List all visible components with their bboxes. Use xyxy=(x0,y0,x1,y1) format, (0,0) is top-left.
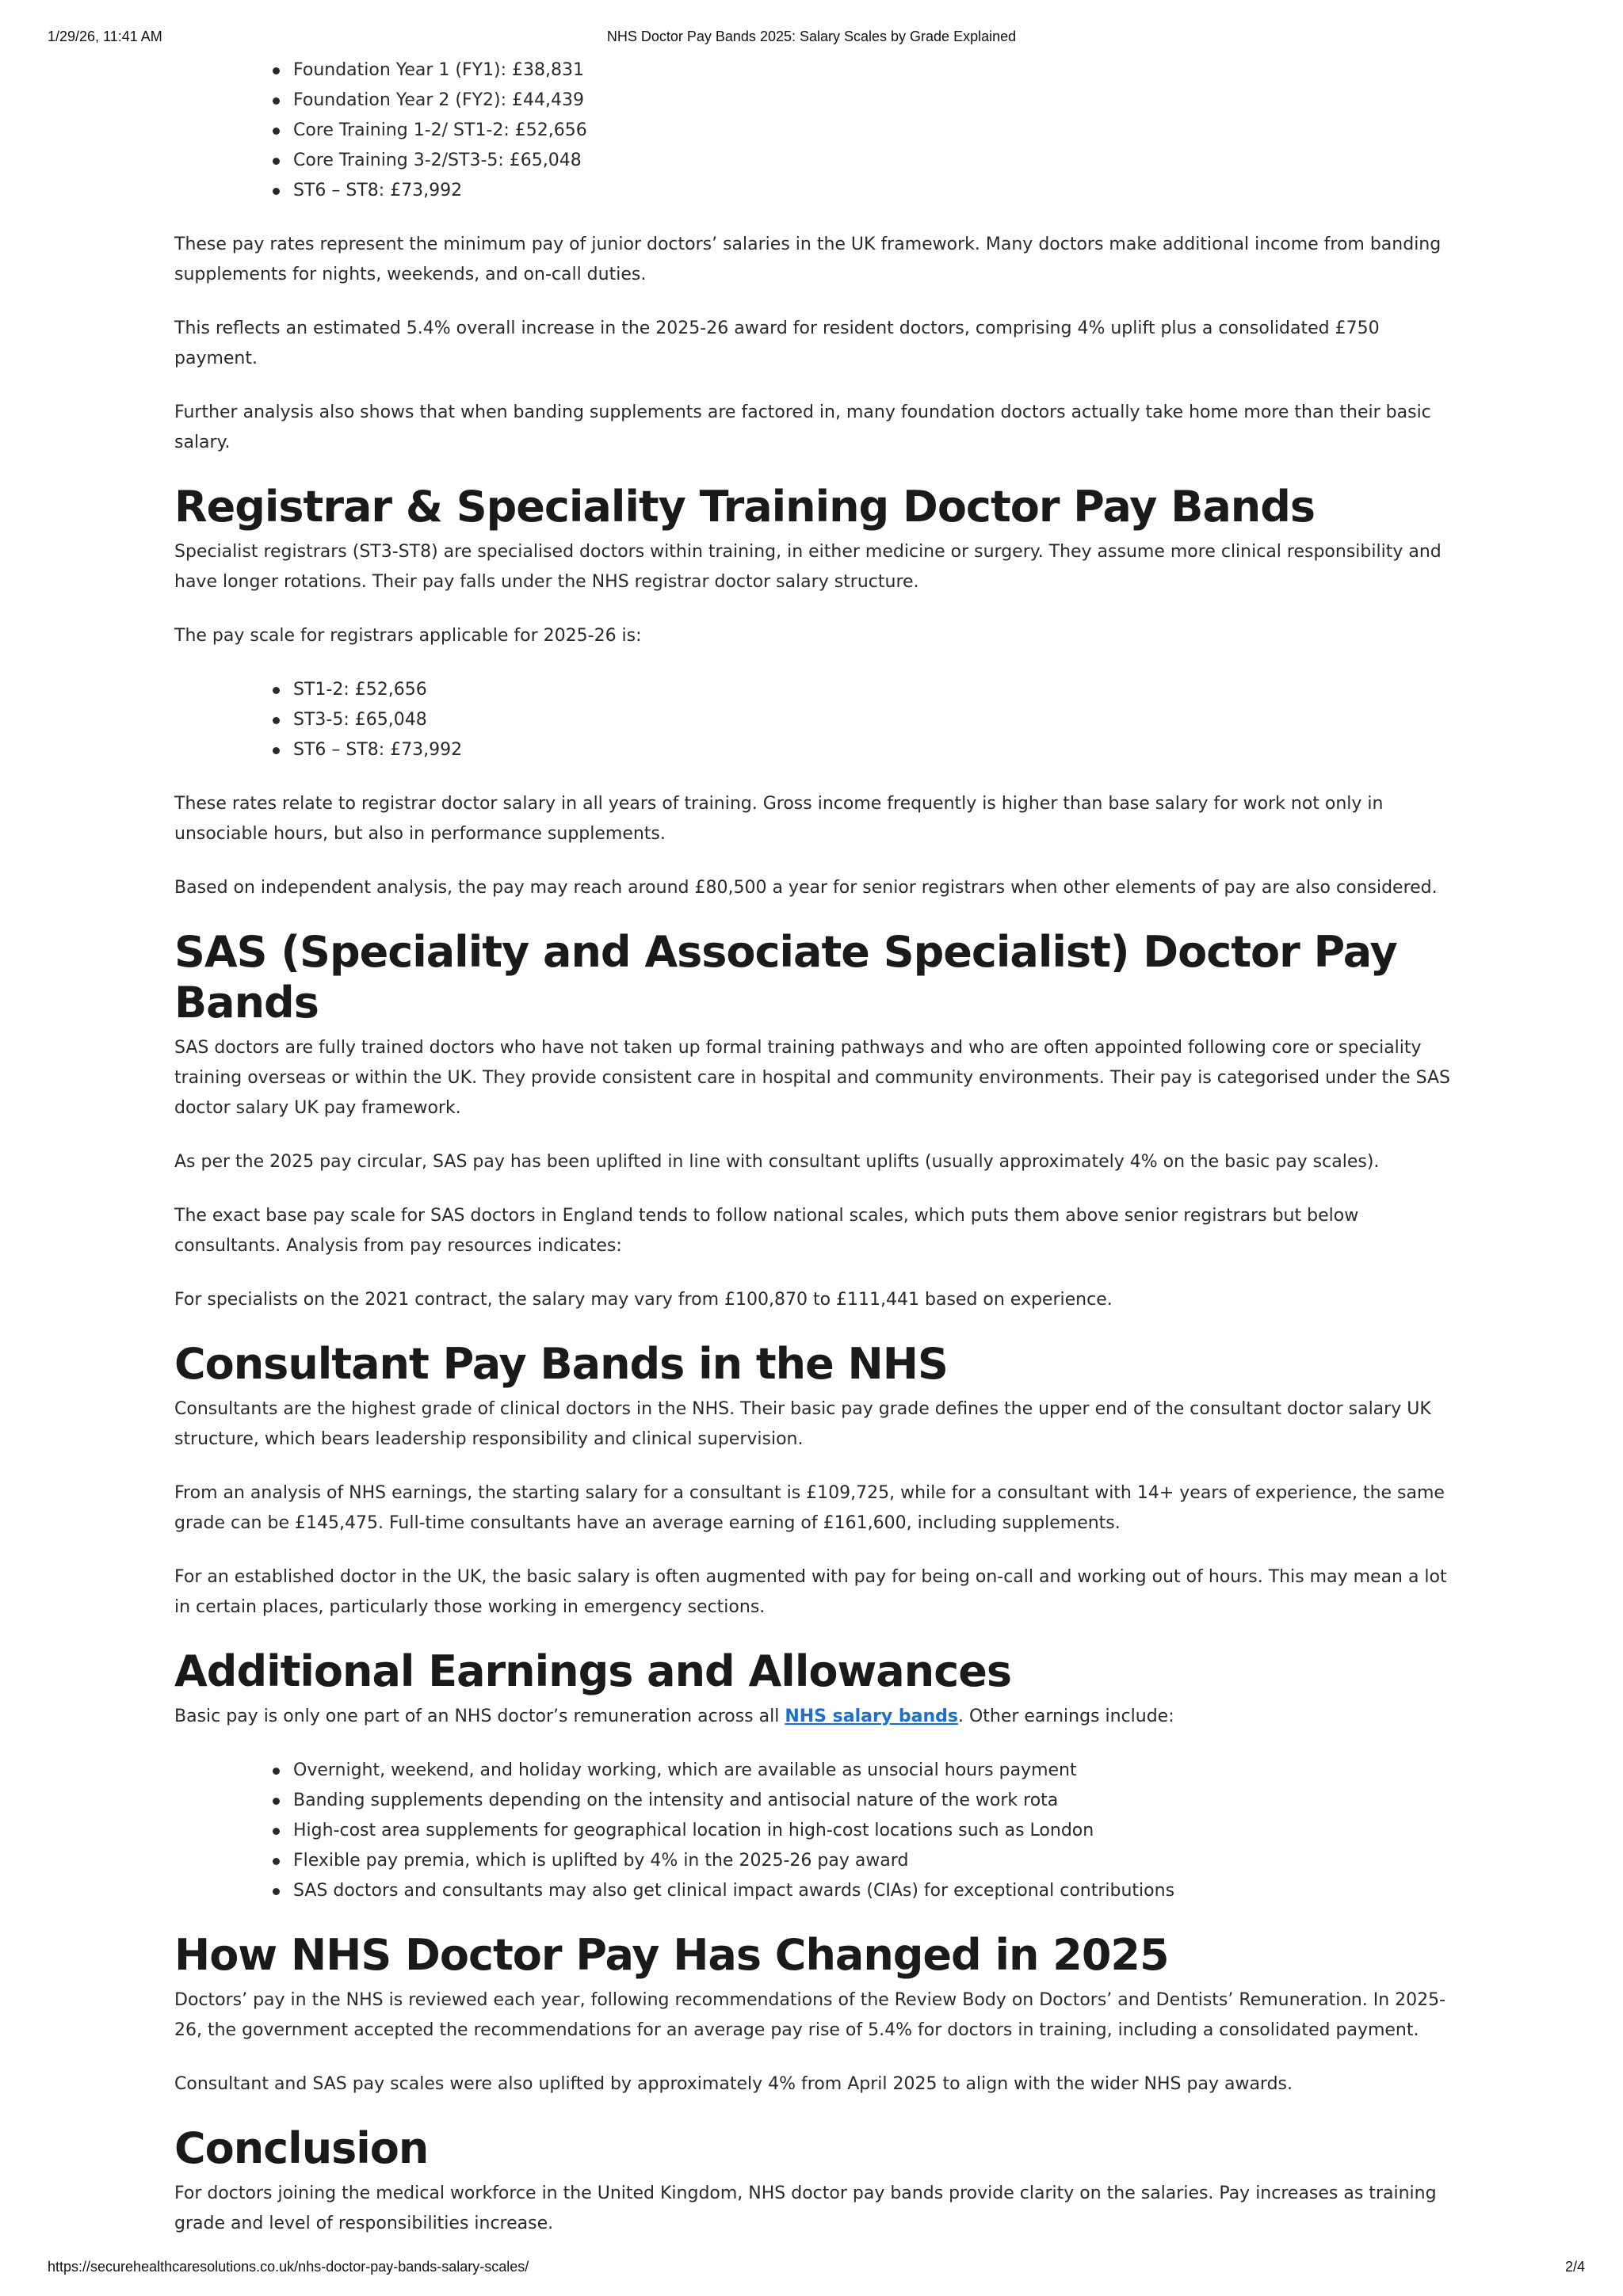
paragraph: Consultant and SAS pay scales were also uplifted by approximately 4% from April 2025 to align with the wider NHS pay awards. xyxy=(174,2074,1293,2094)
print-header xyxy=(0,29,1623,52)
paragraph: Based on independent analysis, the pay may reach around £80,500 a year for senior registrars when other elements of pay are also considered. xyxy=(174,878,1438,898)
paragraph: This reflects an estimated 5.4% overall increase in the 2025-26 award for resident doctors, comprising 4% uplift plus a consolidated £750 payment. xyxy=(174,318,1380,368)
registrar-pay-list xyxy=(174,675,1458,765)
section-heading-additional: Additional Earnings and Allowances xyxy=(174,1646,1011,1696)
paragraph: For doctors joining the medical workforce in the United Kingdom, NHS doctor pay bands provide clarity on the salaries. Pay increases as training grade and level of responsibilities increase. xyxy=(174,2183,1437,2233)
list-item: SAS doctors and consultants may also get clinical impact awards (CIAs) for exceptional contributions xyxy=(293,1876,1458,1906)
nhs-salary-bands-link[interactable]: NHS salary bands xyxy=(785,1707,958,1726)
list-item: Foundation Year 1 (FY1): £38,831 xyxy=(293,55,1458,86)
print-footer xyxy=(0,2259,1623,2283)
paragraph: Further analysis also shows that when banding supplements are factored in, many foundation doctors actually take home more than their basic salary. xyxy=(174,402,1431,452)
paragraph: For an established doctor in the UK, the basic salary is often augmented with pay for being on-call and working out of hours. This may mean a lot in certain places, particularly those working in emergency sections. xyxy=(174,1567,1447,1617)
text-span: . Other earnings include: xyxy=(957,1707,1174,1726)
list-item: ST3-5: £65,048 xyxy=(293,705,1458,735)
additional-earnings-list xyxy=(174,1756,1458,1906)
list-item: ST6 – ST8: £73,992 xyxy=(293,735,1458,765)
paragraph: Specialist registrars (ST3-ST8) are specialised doctors within training, in either medicine or surgery. They assume more clinical responsibility and have longer rotations. Their pay falls under the NHS registrar doctor salary structure. xyxy=(174,542,1442,592)
list-item: ST6 – ST8: £73,992 xyxy=(293,176,1458,206)
paragraph: From an analysis of NHS earnings, the starting salary for a consultant is £109,725, while for a consultant with 14+ years of experience, the same grade can be £145,475. Full-time consultants have an average earning of £161,600, including supplements. xyxy=(174,1483,1445,1533)
section-heading-registrar: Registrar & Speciality Training Doctor Pay Bands xyxy=(174,482,1316,532)
section-heading-consultant: Consultant Pay Bands in the NHS xyxy=(174,1339,948,1389)
paragraph: These pay rates represent the minimum pay of junior doctors’ salaries in the UK framework. Many doctors make additional income from banding supplements for nights, weekends, and on-call duties. xyxy=(174,235,1442,284)
list-item: High-cost area supplements for geographical location in high-cost locations such as London xyxy=(293,1816,1458,1846)
section-heading-sas: SAS (Speciality and Associate Specialist) Doctor Pay Bands xyxy=(174,927,1397,1028)
paragraph: The pay scale for registrars applicable for 2025-26 is: xyxy=(174,626,642,646)
list-item: Banding supplements depending on the intensity and antisocial nature of the work rota xyxy=(293,1786,1458,1816)
paragraph: Doctors’ pay in the NHS is reviewed each year, following recommendations of the Review Body on Doctors’ and Dentists’ Remuneration. In 2025-26, the government accepted the recommendations for an average pay rise of 5.4% for doctors in training, including a consolidated payment. xyxy=(174,1990,1446,2040)
section-heading-changes: How NHS Doctor Pay Has Changed in 2025 xyxy=(174,1930,1169,1980)
print-datetime: 1/29/26, 11:41 AM xyxy=(48,29,162,44)
list-item: Foundation Year 2 (FY2): £44,439 xyxy=(293,86,1458,116)
article-body xyxy=(174,55,1458,2263)
print-url: https://securehealthcaresolutions.co.uk/nhs-doctor-pay-bands-salary-scales/ xyxy=(48,2259,529,2275)
list-item: Flexible pay premia, which is uplifted by 4% in the 2025-26 pay award xyxy=(293,1846,1458,1876)
paragraph: For specialists on the 2021 contract, the salary may vary from £100,870 to £111,441 based on experience. xyxy=(174,1290,1113,1310)
list-item: ST1-2: £52,656 xyxy=(293,675,1458,705)
paragraph: Consultants are the highest grade of clinical doctors in the NHS. Their basic pay grade defines the upper end of the consultant doctor salary UK structure, which bears leadership responsibility and clinical supervision. xyxy=(174,1399,1431,1449)
grade-salary-list xyxy=(174,55,1458,206)
paragraph: These rates relate to registrar doctor salary in all years of training. Gross income frequently is higher than base salary for work not only in unsociable hours, but also in performance supplements. xyxy=(174,794,1384,844)
print-page-title: NHS Doctor Pay Bands 2025: Salary Scales by Grade Explained xyxy=(606,29,1017,44)
paragraph: The exact base pay scale for SAS doctors in England tends to follow national scales, which puts them above senior registrars but below consultants. Analysis from pay resources indicates: xyxy=(174,1206,1359,1256)
list-item: Core Training 1-2/ ST1-2: £52,656 xyxy=(293,116,1458,146)
list-item: Overnight, weekend, and holiday working, which are available as unsocial hours payment xyxy=(293,1756,1458,1786)
text-span: Basic pay is only one part of an NHS doctor’s remuneration across all xyxy=(174,1707,785,1726)
list-item: Core Training 3-2/ST3-5: £65,048 xyxy=(293,146,1458,176)
section-heading-conclusion: Conclusion xyxy=(174,2123,429,2173)
print-page-number: 2/4 xyxy=(1564,2259,1585,2275)
paragraph: As per the 2025 pay circular, SAS pay has been uplifted in line with consultant uplifts (usually approximately 4% on the basic pay scales). xyxy=(174,1152,1380,1172)
paragraph xyxy=(174,1702,1458,1732)
paragraph: SAS doctors are fully trained doctors who have not taken up formal training pathways and who are often appointed following core or speciality training overseas or within the UK. They provide consistent care in hospital and community environments. Their pay is categorised under the SAS doctor salary UK pay framework. xyxy=(174,1038,1450,1118)
